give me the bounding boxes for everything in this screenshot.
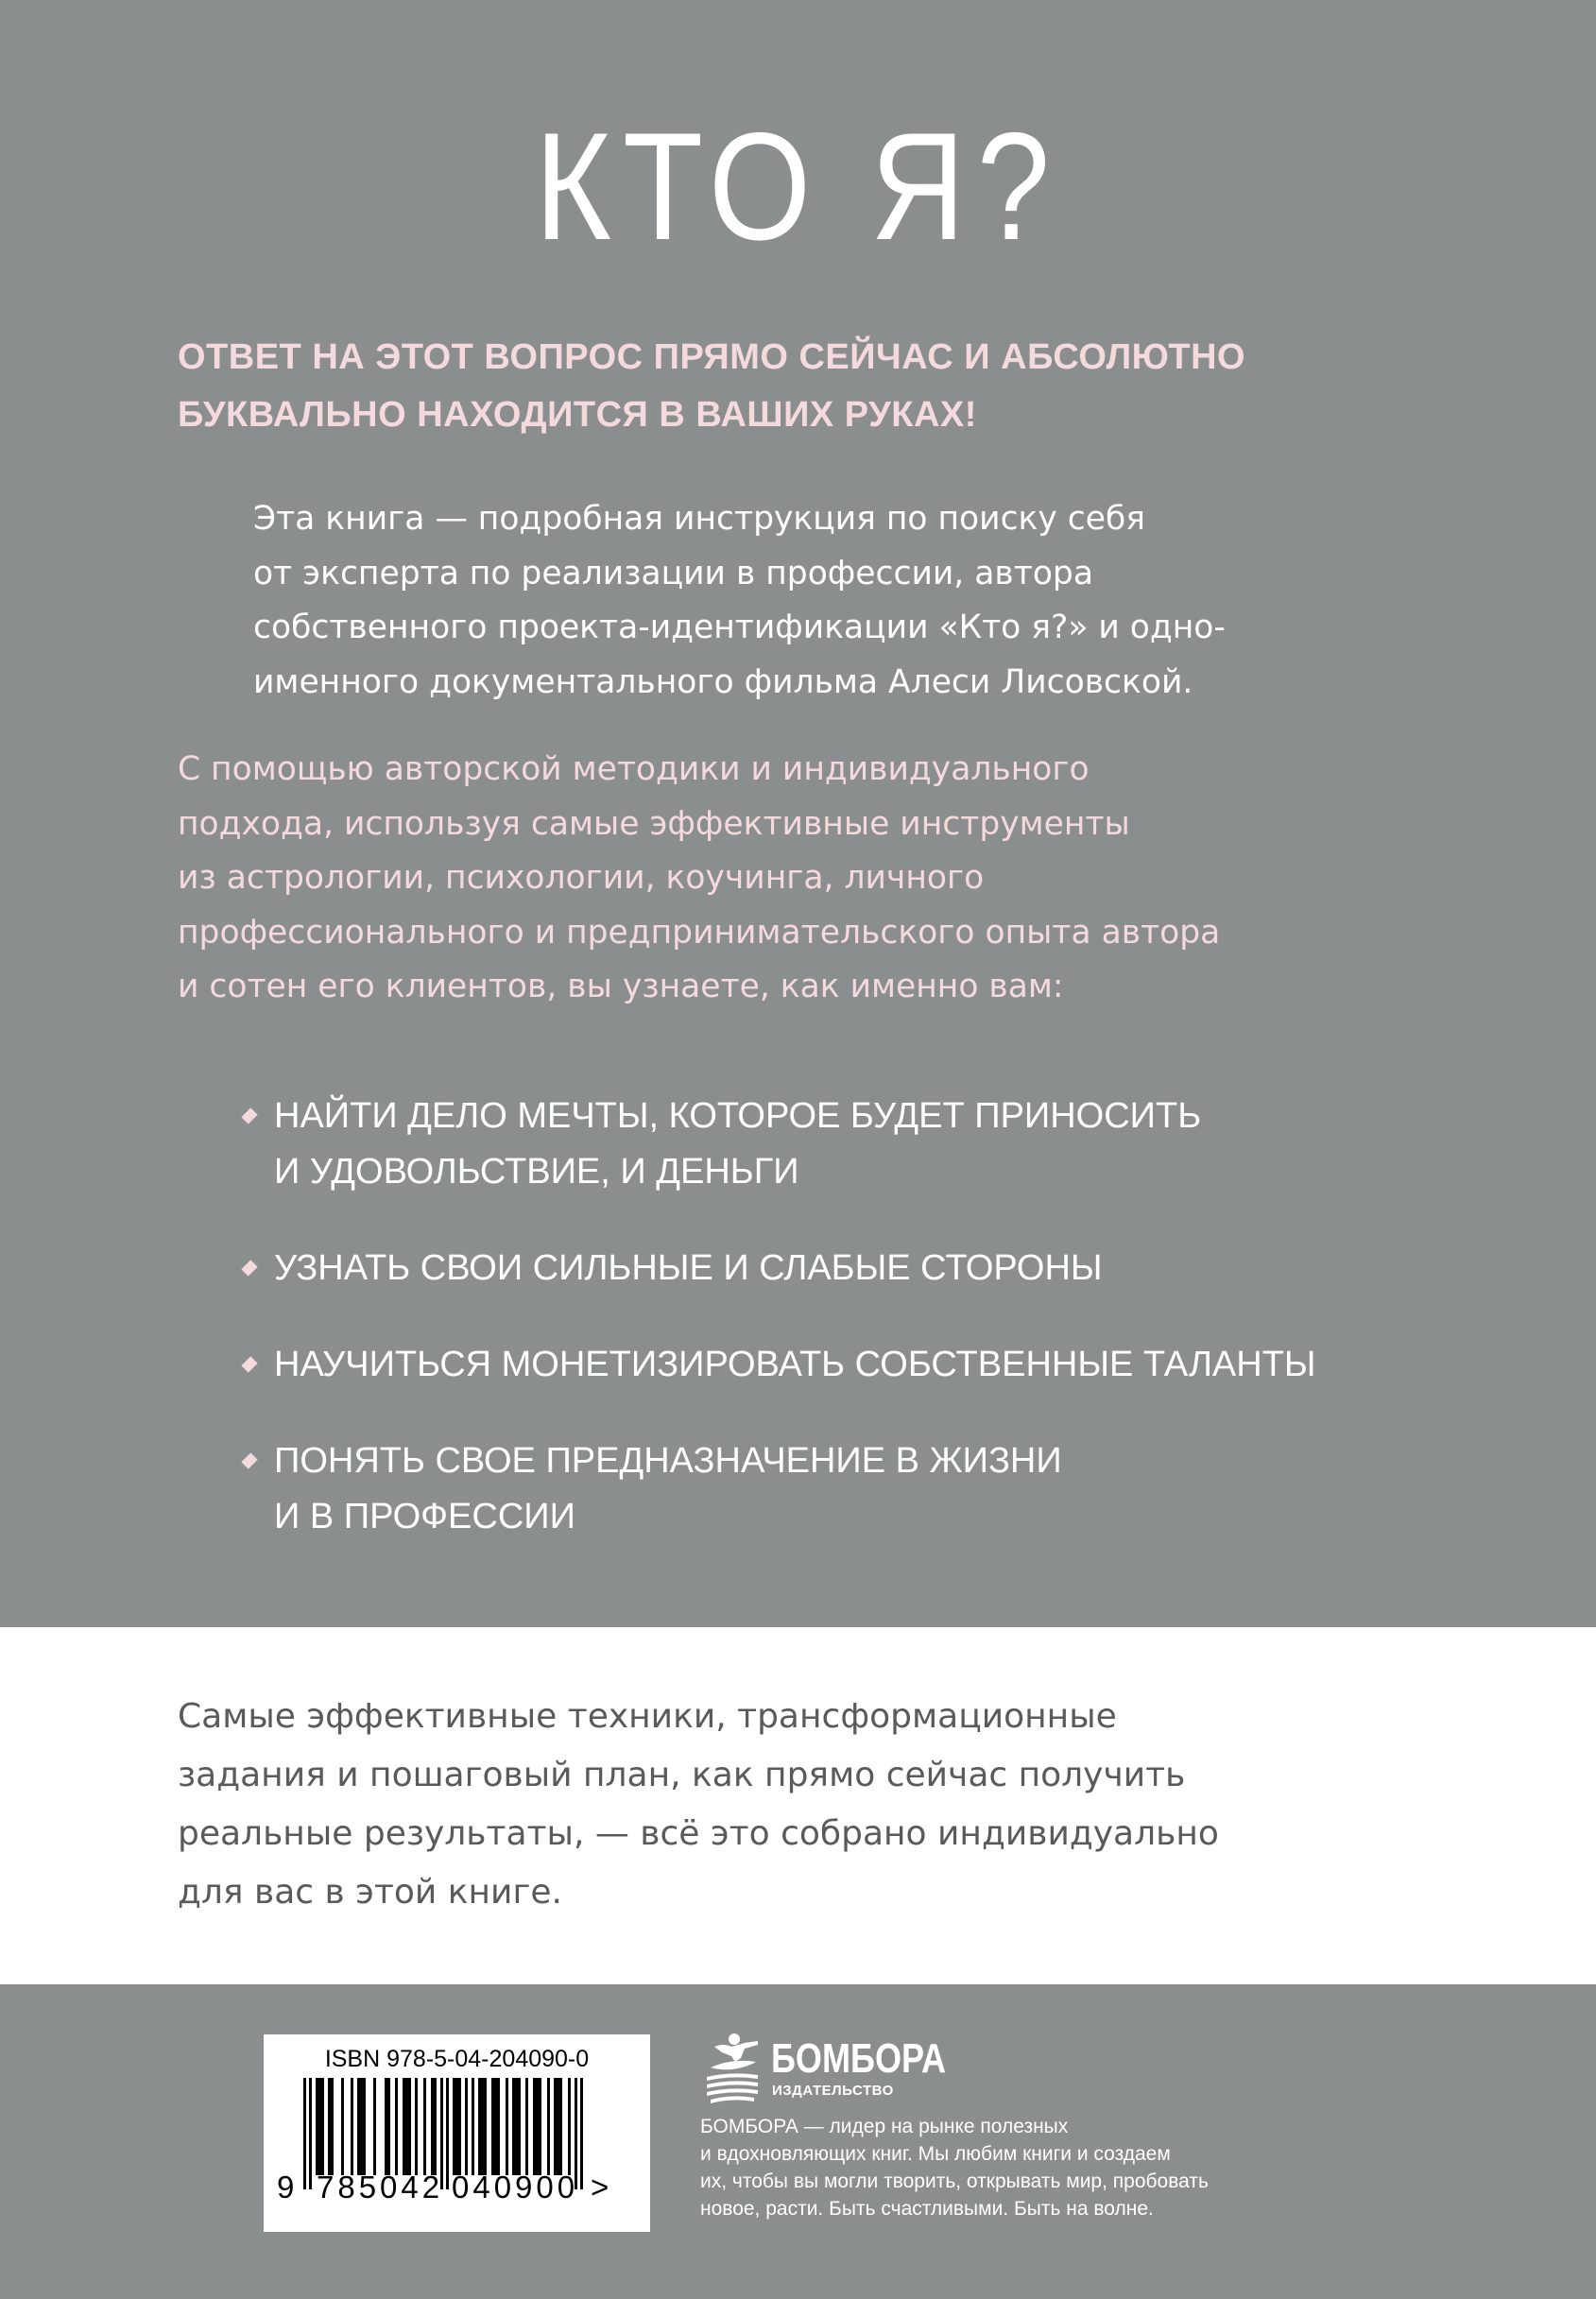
publisher-logo-name: БОМБОРА [771,2035,946,2082]
publisher-description-line: БОМБОРА — лидер на рынке полезных [700,2116,1069,2137]
lead-line: ОТВЕТ НА ЭТОТ ВОПРОС ПРЯМО СЕЙЧАС И АБСОЛЮТНО [178,337,1246,377]
method-line: С помощью авторской методики и индивидуального [178,750,1090,788]
surfer-on-books-icon [703,2030,765,2105]
list-item-line: ПОНЯТЬ СВОЕ ПРЕДНАЗНАЧЕНИЕ В ЖИЗНИ [274,1441,1062,1481]
list-item [239,1337,1467,1393]
book-title: КТО Я? [534,101,1062,272]
intro-line: именного документального фильма Алеси Лисовской. [253,662,1193,701]
promo-line: реальные результаты, — всё это собрано индивидуально [178,1814,1219,1853]
publisher-logo-subtitle: ИЗДАТЕЛЬСТВО [772,2083,894,2099]
publisher-description [700,2113,1362,2222]
ean-quiet-mark: > [591,2170,609,2205]
list-item-line: НАУЧИТЬСЯ МОНЕТИЗИРОВАТЬ СОБСТВЕННЫЕ ТАЛАНТЫ [274,1345,1316,1384]
diamond-bullet-icon [241,1356,257,1372]
publisher-description-line: их, чтобы вы могли творить, открывать мир, пробовать [700,2170,1209,2192]
list-item-line: И В ПРОФЕССИИ [274,1497,575,1536]
method-paragraph [178,743,1406,1015]
diamond-bullet-icon [241,1107,257,1124]
publisher-description-line: и вдохновляющих книг. Мы любим книги и создаем [700,2143,1171,2165]
list-item-line: УЗНАТЬ СВОИ СИЛЬНЫЕ И СЛАБЫЕ СТОРОНЫ [274,1248,1103,1288]
list-item [239,1089,1467,1200]
intro-line: собственного проекта-идентификации «Кто я?» и одно- [253,609,1226,646]
isbn-label: ISBN 978-5-04-204090-0 [324,2046,590,2072]
intro-line: от эксперта по реализации в профессии, автора [253,554,1093,592]
isbn-barcode [264,2034,650,2232]
intro-paragraph [253,492,1387,710]
promo-line: Самые эффективные техники, трансформационные [178,1697,1117,1736]
ean-right-digits: 040900 [452,2170,579,2205]
promo-paragraph [178,1688,1501,1922]
method-line: и сотен его клиентов, вы узнаете, как именно вам: [178,968,1064,1005]
diamond-bullet-icon [241,1260,257,1276]
lead-line: БУКВАЛЬНО НАХОДИТСЯ В ВАШИХ РУКАХ! [178,395,977,435]
ean-left-digits: 785042 [317,2170,444,2205]
list-item [239,1241,1467,1296]
method-line: подхода, используя самые эффективные инструменты [178,804,1130,843]
ean-first-digit: 9 [277,2170,295,2205]
method-line: из астрологии, психологии, коучинга, личного [178,859,985,897]
list-item-line: И УДОВОЛЬСТВИЕ, И ДЕНЬГИ [274,1152,799,1192]
method-line: профессионального и предпринимательского опыта автора [178,913,1221,952]
diamond-bullet-icon [241,1452,257,1468]
benefits-list [239,1089,1467,1586]
publisher-description-line: новое, расти. Быть счастливыми. Быть на волне. [700,2198,1154,2220]
list-item-line: НАЙТИ ДЕЛО МЕЧТЫ, КОТОРОЕ БУДЕТ ПРИНОСИТЬ [274,1096,1202,1136]
intro-line: Эта книга — подробная инструкция по поиску себя [253,500,1145,538]
promo-line: для вас в этой книге. [178,1873,562,1912]
promo-line: задания и пошаговый план, как прямо сейчас получить [178,1756,1186,1794]
lead-heading [178,329,1463,444]
list-item [239,1433,1467,1545]
